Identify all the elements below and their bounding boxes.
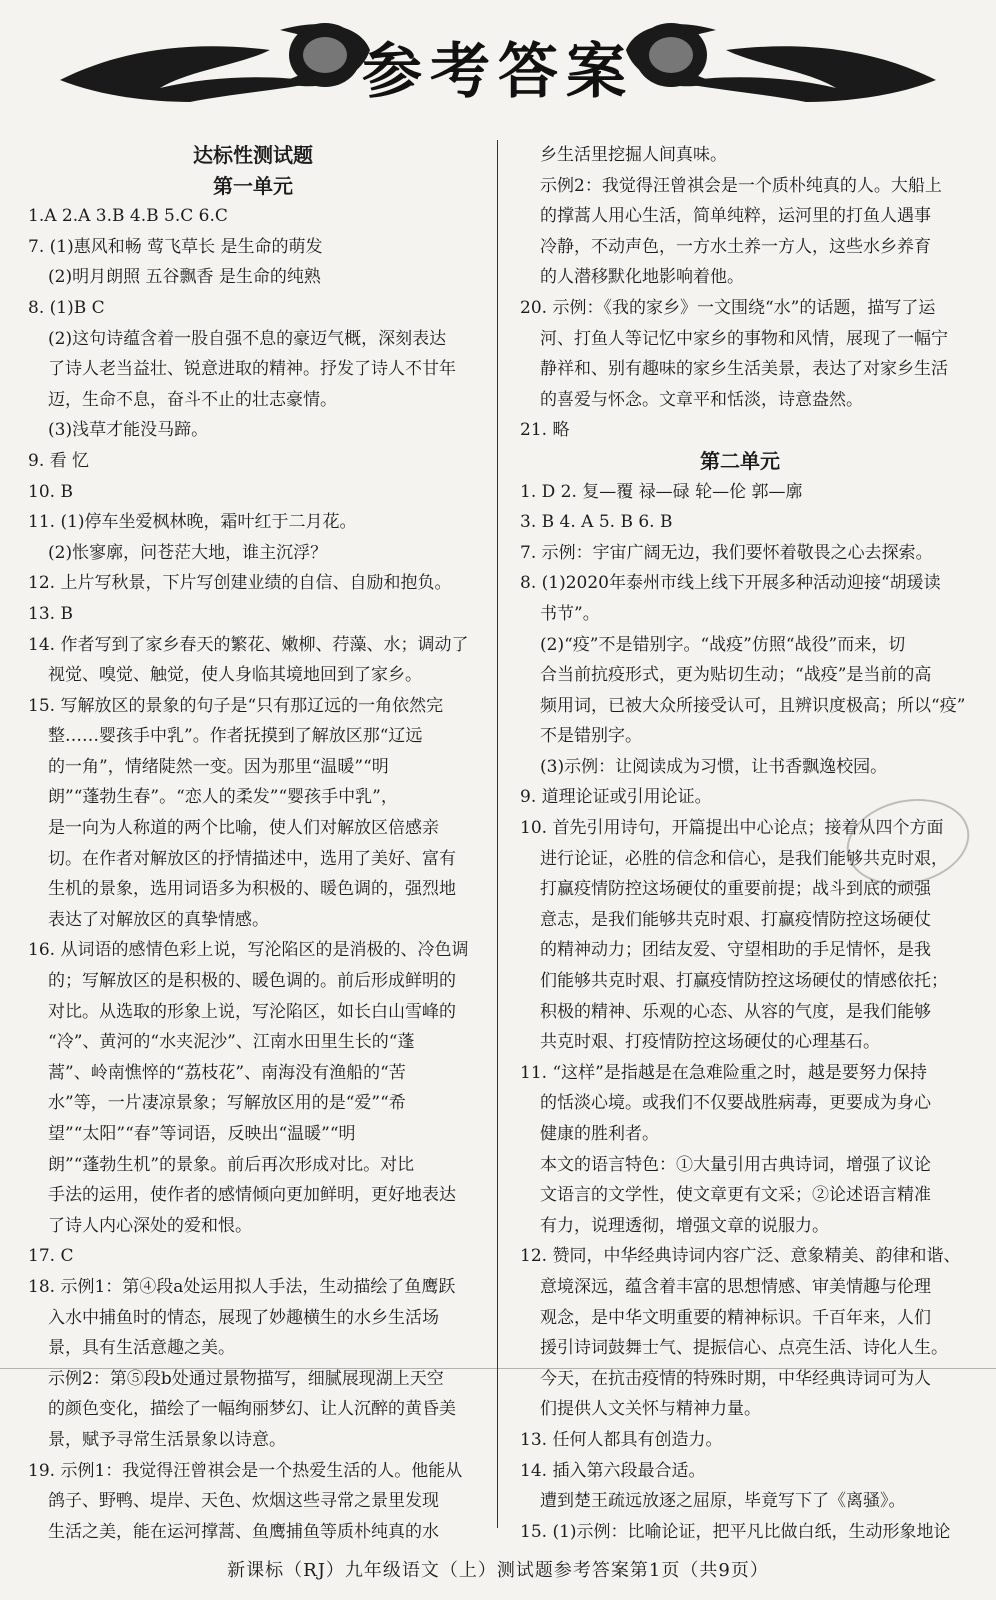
answer-line: 示例2：我觉得汪曾祺会是一个质朴纯真的人。大船上 bbox=[540, 175, 942, 196]
answer-line: 的；写解放区的是积极的、暖色调的。前后形成鲜明的 bbox=[48, 971, 456, 992]
answer-line: 的人潜移默化地影响着他。 bbox=[540, 267, 744, 288]
answer-line: 意志，是我们能够共克时艰、打赢疫情防控这场硬仗 bbox=[540, 909, 931, 930]
answer-line: 入水中捕鱼时的情态，展现了妙趣横生的水乡生活场 bbox=[48, 1307, 439, 1328]
answer-line: 21. 略 bbox=[520, 420, 570, 441]
answer-line: 共克时艰、打疫情防控这场硬仗的心理基石。 bbox=[540, 1032, 880, 1053]
answer-line: 了诗人老当益壮、锐意进取的精神。抒发了诗人不甘年 bbox=[48, 359, 456, 380]
answer-line: 的颜色变化，描绘了一幅绚丽梦幻、让人沉醉的黄昏美 bbox=[48, 1399, 456, 1420]
answer-line: 频用词，已被大众所接受认可，且辨识度极高；所以“疫” bbox=[540, 695, 966, 716]
answer-line: 的喜爱与怀念。文章平和恬淡，诗意盎然。 bbox=[540, 389, 863, 410]
answer-line: 河、打鱼人等记忆中家乡的事物和风情，展现了一幅宁 bbox=[540, 328, 948, 349]
answer-line: 13. B bbox=[28, 603, 73, 624]
answer-line: 9. 道理论证或引用论证。 bbox=[520, 787, 712, 808]
answer-line: 水”等，一片凄凉景象；写解放区用的是“爱”“希 bbox=[48, 1093, 406, 1114]
answer-line: (3)浅草才能没马蹄。 bbox=[48, 420, 209, 441]
left-column bbox=[28, 140, 478, 1547]
answer-line: (2)怅寥廓，问苍茫大地，谁主沉浮？ bbox=[48, 542, 328, 563]
answer-line: 表达了对解放区的真挚情感。 bbox=[48, 909, 269, 930]
answer-line: 景，具有生活意趣之美。 bbox=[48, 1338, 235, 1359]
answer-line: 15. 写解放区的景象的句子是“只有那辽远的一角依然完 bbox=[28, 695, 444, 716]
answer-line: 14. 作者写到了家乡春天的繁花、嫩柳、荇藻、水；调动了 bbox=[28, 634, 469, 655]
section-title: 达标性测试题 bbox=[193, 143, 313, 167]
answer-line: (3)示例：让阅读成为习惯，让书香飘逸校园。 bbox=[540, 756, 888, 777]
header-banner bbox=[40, 10, 956, 106]
answer-line: “冷”、黄河的“水夹泥沙”、江南水田里生长的“蓬 bbox=[48, 1032, 415, 1053]
answer-line: 进行论证，必胜的信念和信心，是我们能够共克时艰， bbox=[540, 848, 948, 869]
answer-line: 生活之美，能在运河撑蒿、鱼鹰捕鱼等质朴纯真的水 bbox=[48, 1521, 439, 1542]
answer-line: 对比。从选取的形象上说，写沦陷区，如长白山雪峰的 bbox=[48, 1001, 456, 1022]
answer-line: 朗”“蓬勃生机”的景象。前后再次形成对比。对比 bbox=[48, 1154, 415, 1175]
answer-line: 12. 赞同，中华经典诗词内容广泛、意象精美、韵律和谐、 bbox=[520, 1246, 961, 1267]
answer-line: 望”“太阳”“春”等词语，反映出“温暖”“明 bbox=[48, 1124, 356, 1144]
answer-line: 16. 从词语的感情色彩上说，写沦陷区的是消极的、冷色调 bbox=[28, 940, 469, 961]
answer-line: 合当前抗疫形式，更为贴切生动；“战疫”是当前的高 bbox=[540, 665, 932, 686]
answer-line: 今天，在抗击疫情的特殊时期，中华经典诗词可为人 bbox=[540, 1368, 931, 1389]
answer-line: 3. B 4. A 5. B 6. B bbox=[520, 512, 673, 533]
answer-line: 18. 示例1：第④段a处运用拟人手法，生动描绘了鱼鹰跃 bbox=[28, 1276, 456, 1297]
answer-line: 生机的景象，选用词语多为积极的、暖色调的，强烈地 bbox=[48, 879, 456, 900]
answer-line: (2)这句诗蕴含着一股自强不息的豪迈气概，深刻表达 bbox=[48, 328, 447, 349]
answer-line: 13. 任何人都具有创造力。 bbox=[520, 1429, 723, 1450]
answer-line: 鸽子、野鸭、堤岸、天色、炊烟这些寻常之景里发现 bbox=[48, 1491, 439, 1512]
answer-line: 视觉、嗅觉、触觉，使人身临其境地回到了家乡。 bbox=[48, 665, 422, 686]
scan-fold-line bbox=[0, 1368, 996, 1369]
answer-line: (2)“疫”不是错别字。“战疫”仿照“战役”而来，切 bbox=[540, 634, 906, 655]
answer-line: 11. “这样”是指越是在急难险重之时，越是要努力保持 bbox=[520, 1062, 927, 1083]
answer-line: 迈，生命不息，奋斗不止的壮志豪情。 bbox=[48, 389, 337, 410]
answer-line: 的一角”，情绪陡然一变。因为那里“温暖”“明 bbox=[48, 756, 389, 777]
answer-line: (2)明月朗照 五谷飘香 是生命的纯熟 bbox=[48, 267, 321, 288]
answer-line: 12. 上片写秋景，下片写创建业绩的自信、自励和抱负。 bbox=[28, 573, 452, 594]
answer-line: 观念，是中华文明重要的精神标识。千百年来，人们 bbox=[540, 1307, 931, 1328]
answer-line: 17. C bbox=[28, 1246, 74, 1267]
column-divider bbox=[497, 140, 498, 1528]
answer-line: 19. 示例1：我觉得汪曾祺会是一个热爱生活的人。他能从 bbox=[28, 1460, 463, 1481]
answer-line: 援引诗词鼓舞士气、提振信心、点亮生活、诗化人生。 bbox=[540, 1338, 948, 1359]
answer-line: 1. D 2. 复—覆 禄—碌 轮—伦 郭—廓 bbox=[520, 481, 803, 502]
page-footer: 新课标（RJ）九年级语文（上）测试题参考答案第1页（共9页） bbox=[227, 1560, 769, 1581]
page-title: 参考答案 bbox=[362, 37, 634, 107]
answer-line: 遭到楚王疏远放逐之屈原，毕竟写下了《离骚》。 bbox=[540, 1491, 906, 1512]
answer-line: 是一向为人称道的两个比喻，使人们对解放区倍感亲 bbox=[48, 818, 439, 839]
answer-line: 10. 首先引用诗句，开篇提出中心论点；接着从四个方面 bbox=[520, 818, 944, 839]
answer-line: 打赢疫情防控这场硬仗的重要前提；战斗到底的顽强 bbox=[540, 879, 931, 900]
answer-line: 的精神动力；团结友爱、守望相助的手足情怀，是我 bbox=[540, 940, 931, 961]
answer-line: 蒿”、岭南憔悴的“荔枝花”、南海没有渔船的“苦 bbox=[48, 1062, 406, 1083]
answer-line: 11. (1)停车坐爱枫林晚，霜叶红于二月花。 bbox=[28, 512, 357, 533]
answer-line: 文语言的文学性，使文章更有文采；②论述语言精准 bbox=[540, 1185, 931, 1206]
unit-title-1: 第一单元 bbox=[213, 173, 293, 198]
unit-title-2: 第二单元 bbox=[700, 448, 780, 473]
answer-line: 7. (1)惠风和畅 莺飞草长 是生命的萌发 bbox=[28, 236, 323, 257]
answer-line: 们提供人文关怀与精神力量。 bbox=[540, 1399, 761, 1420]
answer-line: 积极的精神、乐观的心态、从容的气度，是我们能够 bbox=[540, 1001, 931, 1022]
answer-line: 14. 插入第六段最合适。 bbox=[520, 1460, 706, 1481]
answer-line: 手法的运用，使作者的感情倾向更加鲜明，更好地表达 bbox=[48, 1185, 456, 1206]
answer-line: 的恬淡心境。或我们不仅要战胜病毒，更要成为身心 bbox=[540, 1093, 931, 1114]
answer-line: 静祥和、别有趣味的家乡生活美景，表达了对家乡生活 bbox=[540, 359, 948, 380]
answer-line: 示例2：第⑤段b处通过景物描写，细腻展现湖上天空 bbox=[48, 1368, 444, 1389]
answer-line: 景，赋予寻常生活景象以诗意。 bbox=[48, 1429, 286, 1450]
answer-line: 不是错别字。 bbox=[540, 726, 642, 747]
answer-line: 8. (1)2020年泰州市线上线下开展多种活动迎接“胡瑗读 bbox=[520, 573, 941, 594]
answer-line: 朗”“蓬勃生春”。“恋人的柔发”“婴孩手中乳”， bbox=[48, 787, 398, 808]
answer-line: 乡生活里挖掘人间真味。 bbox=[540, 145, 727, 165]
answer-line: 15. (1)示例：比喻论证，把平凡比做白纸，生动形象地论 bbox=[520, 1521, 951, 1542]
answer-line: 10. B bbox=[28, 481, 73, 502]
answer-line: 20. 示例：《我的家乡》一文围绕“水”的话题，描写了运 bbox=[520, 297, 936, 318]
answer-line: 整……婴孩手中乳”。作者抚摸到了解放区那“辽远 bbox=[48, 726, 423, 747]
answer-line: 切。在作者对解放区的抒情描述中，选用了美好、富有 bbox=[48, 848, 456, 869]
answer-line: 冷静，不动声色，一方水土养一方人，这些水乡养育 bbox=[540, 236, 931, 257]
answer-line: 健康的胜利者。 bbox=[540, 1124, 659, 1144]
answer-line: 本文的语言特色：①大量引用古典诗词，增强了议论 bbox=[540, 1154, 931, 1175]
answer-line: 书节”。 bbox=[540, 603, 600, 624]
answer-line: 意境深远，蕴含着丰富的思想情感、审美情趣与伦理 bbox=[540, 1276, 931, 1297]
answer-line: 了诗人内心深处的爱和恨。 bbox=[48, 1215, 252, 1236]
answer-line: 8. (1)B C bbox=[28, 297, 105, 318]
answer-line: 1.A 2.A 3.B 4.B 5.C 6.C bbox=[28, 206, 228, 227]
answer-line: 的撑蒿人用心生活，简单纯粹，运河里的打鱼人遇事 bbox=[540, 206, 931, 227]
answer-line: 们能够共克时艰、打赢疫情防控这场硬仗的情感依托； bbox=[540, 971, 948, 992]
answer-line: 7. 示例：宇宙广阔无边，我们要怀着敬畏之心去探索。 bbox=[520, 542, 933, 563]
answer-line: 9. 看 忆 bbox=[28, 450, 90, 471]
answer-line: 有力，说理透彻，增强文章的说服力。 bbox=[540, 1215, 829, 1236]
